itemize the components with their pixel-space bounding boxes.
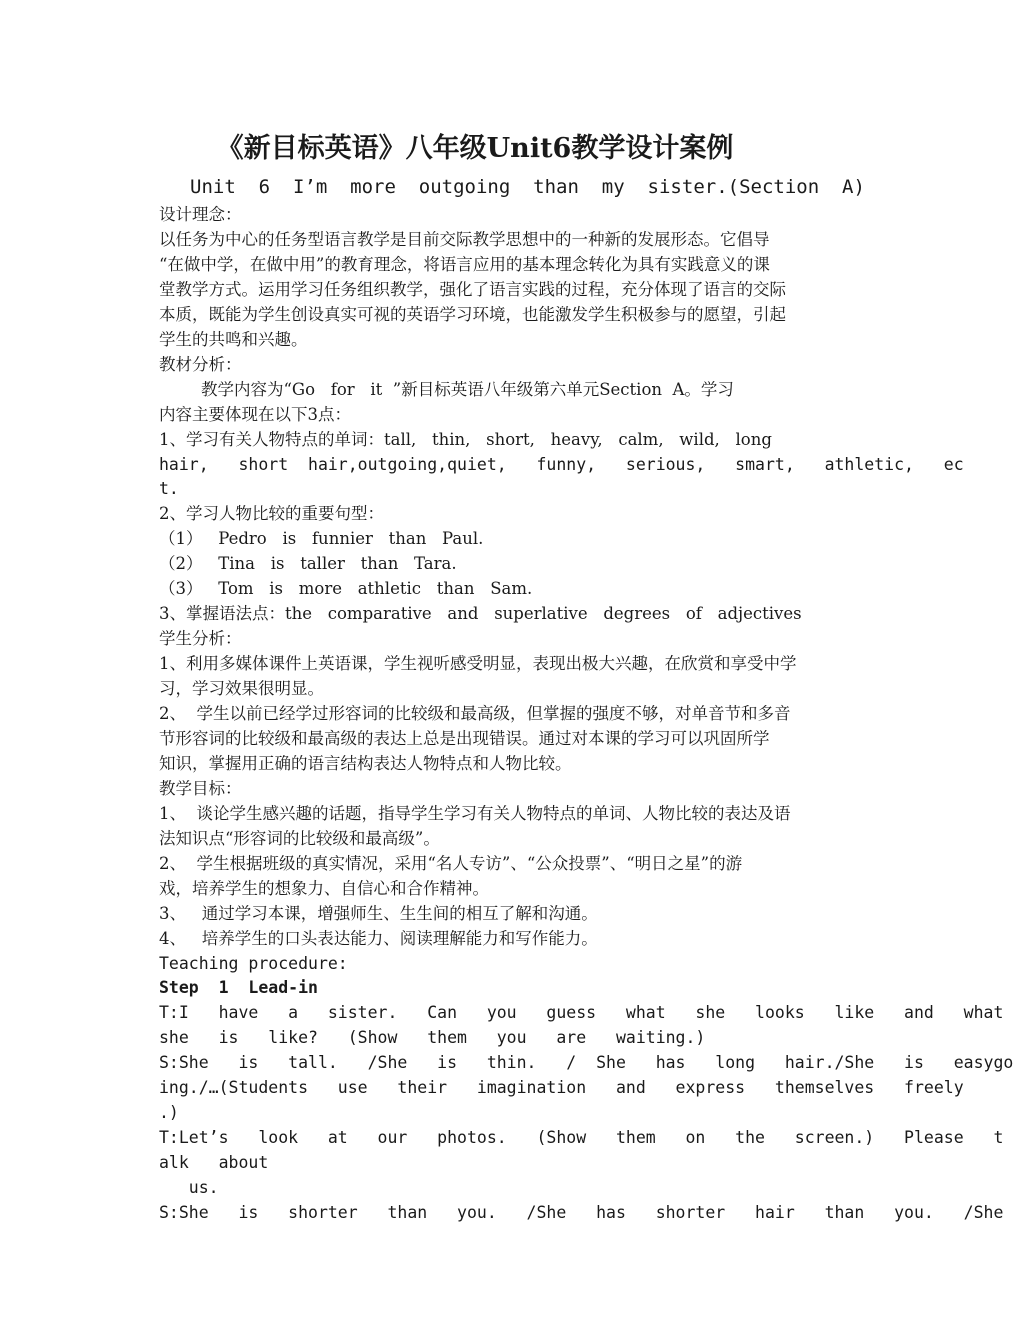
body-line: 学生分析： xyxy=(159,629,242,649)
body-line: Teaching procedure: xyxy=(159,953,348,973)
body-line: 节形容词的比较级和最高级的表达上总是出现错误。通过对本课的学习可以巩固所学 xyxy=(159,728,770,748)
body-line: 2、学习人物比较的重要句型： xyxy=(159,504,384,524)
body-line: （1） Pedro is funnier than Paul. xyxy=(159,529,484,549)
body-line: “在做中学，在做中用”的教育理念，将语言应用的基本理念转化为具有实践意义的课 xyxy=(159,254,770,274)
document-title: 《新目标英语》八年级Unit6教学设计案例 xyxy=(216,133,734,164)
body-line: us. xyxy=(159,1178,219,1198)
body-line: 习，学习效果很明显。 xyxy=(159,679,324,699)
body-line: 2、 学生根据班级的真实情况，采用“名人专访”、“公众投票”、“明日之星”的游 xyxy=(159,853,743,873)
body-line: T:Let’s look at our photos. (Show them on the screen.) Please t xyxy=(159,1128,1004,1148)
document-subtitle: Unit 6 I’m more outgoing than my sister.(Section A) xyxy=(190,176,865,198)
body-line: （2） Tina is taller than Tara. xyxy=(159,554,457,574)
body-line: 设计理念： xyxy=(159,205,242,224)
body-line: 3、掌握语法点：the comparative and superlative degrees of adjectives xyxy=(159,604,802,624)
body-line: S:She is shorter than you. /She has shorter hair than you. /She xyxy=(159,1203,1004,1222)
body-line: T:I have a sister. Can you guess what she looks like and what xyxy=(159,1003,1004,1023)
body-line: hair, short hair,outgoing,quiet, funny, serious, smart, athletic, ec xyxy=(159,454,964,474)
body-line: she is like? (Show them you are waiting.) xyxy=(159,1028,706,1048)
body-line: 知识，掌握用正确的语言结构表达人物特点和人物比较。 xyxy=(159,753,572,773)
body-line: 法知识点“形容词的比较级和最高级”。 xyxy=(159,828,440,848)
body-line: .) xyxy=(159,1103,179,1123)
body-line: 3、 通过学习本课，增强师生、生生间的相互了解和沟通。 xyxy=(159,903,598,923)
body-line: Step 1 Lead-in xyxy=(159,978,318,998)
body-line: 内容主要体现在以下3点： xyxy=(159,404,351,424)
body-line: 1、学习有关人物特点的单词：tall, thin, short, heavy, calm, wild, long xyxy=(159,429,772,449)
body-line: 2、 学生以前已经学过形容词的比较级和最高级，但掌握的强度不够，对单音节和多音 xyxy=(159,704,791,723)
body-line: 教材分析： xyxy=(159,354,242,374)
body-line: 1、 谈论学生感兴趣的话题，指导学生学习有关人物特点的单词、人物比较的表达及语 xyxy=(159,803,791,823)
body-line: 教学内容为“Go for it ”新目标英语八年级第六单元Section A。学习 xyxy=(159,379,734,399)
body-line: 4、 培养学生的口头表达能力、阅读理解能力和写作能力。 xyxy=(159,928,598,948)
body-line: ing./…(Students use their imagination and express themselves freely xyxy=(159,1078,964,1098)
body-line: 教学目标： xyxy=(159,778,242,798)
body-line: 堂教学方式。运用学习任务组织教学，强化了语言实践的过程，充分体现了语言的交际 xyxy=(159,279,786,299)
body-line: 戏，培养学生的想象力、自信心和合作精神。 xyxy=(159,878,489,898)
body-line: t. xyxy=(159,479,179,499)
body-line: alk about xyxy=(159,1153,269,1173)
body-line: 以任务为中心的任务型语言教学是目前交际教学思想中的一种新的发展形态。它倡导 xyxy=(159,229,770,249)
body-line: S:She is tall. /She is thin. / She has long hair./She is easygo xyxy=(159,1053,1013,1073)
body-line: 学生的共鸣和兴趣。 xyxy=(159,329,308,349)
body-line: 本质，既能为学生创设真实可视的英语学习环境，也能激发学生积极参与的愿望，引起 xyxy=(159,304,786,324)
body-line: 1、利用多媒体课件上英语课，学生视听感受明显，表现出极大兴趣，在欣赏和享受中学 xyxy=(159,654,797,674)
body-line: （3） Tom is more athletic than Sam. xyxy=(159,579,533,599)
